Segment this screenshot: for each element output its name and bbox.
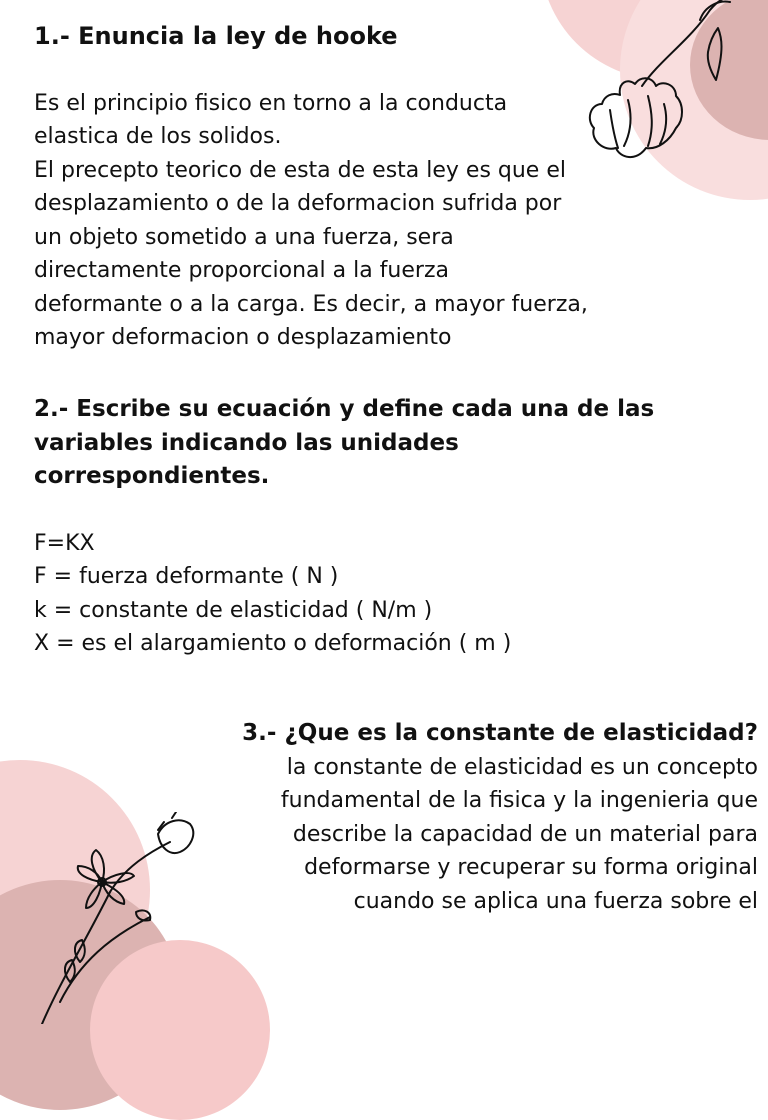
decor-circle [0, 760, 150, 1020]
definition-line: k = constante de elasticidad ( N/m ) [34, 597, 433, 623]
body-line: mayor deformacion o desplazamiento [34, 325, 452, 350]
heading-line: variables indicando las unidades [34, 429, 459, 456]
section-1-body [34, 87, 734, 355]
heading-line: correspondientes. [34, 463, 270, 489]
body-line: deformante o a la carga. Es decir, a mayor fuerza, [34, 291, 588, 317]
equation: F=KX [34, 530, 95, 556]
definition-line: F = fuerza deformante ( N ) [34, 564, 339, 589]
body-line: describe la capacidad de un material para [292, 821, 758, 847]
section-2-equation-block [34, 527, 754, 661]
section-3-body [158, 751, 758, 919]
body-line: elastica de los solidos. [34, 124, 282, 149]
body-line: Es el principio fisico en torno a la conducta [34, 90, 508, 116]
section-3 [158, 717, 758, 918]
body-line: El precepto teorico de esta de esta ley es que el [34, 157, 566, 183]
section-2-heading [34, 393, 754, 494]
heading-line: 2.- Escribe su ecuación y define cada una de las [34, 396, 655, 422]
section-1-heading: 1.- Enuncia la ley de hooke [34, 22, 398, 50]
section-1 [34, 20, 734, 355]
section-2 [34, 393, 754, 661]
decor-circle [90, 940, 270, 1120]
decor-circle [0, 880, 180, 1110]
section-3-heading: 3.- ¿Que es la constante de elasticidad? [242, 720, 758, 746]
body-line: desplazamiento o de la deformacion sufrida por [34, 191, 562, 216]
body-line: fundamental de la fisica y la ingenieria que [280, 788, 758, 813]
body-line: cuando se aplica una fuerza sobre el [353, 888, 758, 914]
body-line: deformarse y recuperar su forma original [304, 855, 758, 880]
body-line: la constante de elasticidad es un concepto [286, 754, 758, 780]
body-line: un objeto sometido a una fuerza, sera [34, 224, 454, 250]
body-line: directamente proporcional a la fuerza [34, 258, 449, 283]
definition-line: X = es el alargamiento o deformación ( m ) [34, 631, 512, 656]
